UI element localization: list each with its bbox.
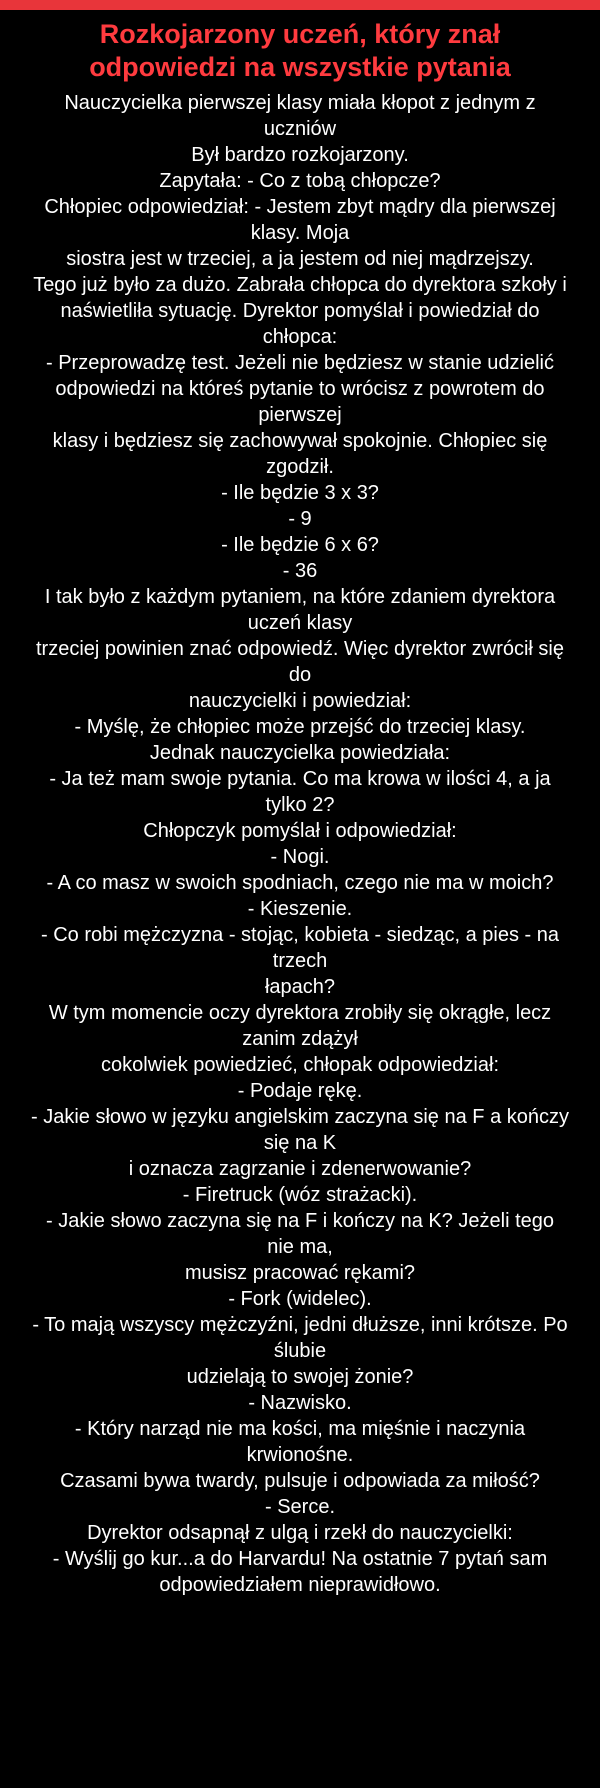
story-line: - 9 xyxy=(288,508,312,530)
story-line: - Podaje rękę. xyxy=(237,1080,363,1102)
story-line: Dyrektor odsapnął z ulgą i rzekł do nauczycielki: xyxy=(87,1522,513,1544)
story-line: - Jakie słowo zaczyna się na F i kończy na K? Jeżeli tego nie ma, xyxy=(45,1210,555,1258)
title-line-2: odpowiedzi na wszystkie pytania xyxy=(89,52,511,82)
top-accent-bar xyxy=(0,0,600,10)
story-line: - A co masz w swoich spodniach, czego nie ma w moich? xyxy=(46,872,554,894)
story-line: łapach? xyxy=(264,976,336,998)
story-line: - Nogi. xyxy=(270,846,330,868)
story-line: - Myślę, że chłopiec może przejść do trzeciej klasy. xyxy=(74,716,526,738)
story-line: - Kieszenie. xyxy=(247,898,353,920)
story-line: I tak było z każdym pytaniem, na które zdaniem dyrektora uczeń klasy xyxy=(44,586,556,634)
story-body xyxy=(30,90,570,1598)
story-line: Był bardzo rozkojarzony. xyxy=(191,144,409,166)
story-line: - Jakie słowo w języku angielskim zaczyna się na F a kończy się na K xyxy=(31,1106,569,1154)
story-line: - Przeprowadzę test. Jeżeli nie będziesz w stanie udzielić xyxy=(45,352,555,374)
story-line: - To mają wszyscy mężczyźni, jedni dłuższe, inni krótsze. Po ślubie xyxy=(32,1314,568,1362)
story-line: Zapytała: - Co z tobą chłopcze? xyxy=(159,170,441,192)
story-line: i oznacza zagrzanie i zdenerwowanie? xyxy=(128,1158,472,1180)
story-line: - Wyślij go kur...a do Harvardu! Na ostatnie 7 pytań sam xyxy=(52,1548,548,1570)
story-line: nauczycielki i powiedział: xyxy=(188,690,412,712)
story-line: udzielają to swojej żonie? xyxy=(186,1366,414,1388)
story-line: Chłopiec odpowiedział: - Jestem zbyt mądry dla pierwszej klasy. Moja xyxy=(44,196,556,244)
story-line: odpowiedziałem nieprawidłowo. xyxy=(159,1574,441,1596)
story-line: - Ile będzie 3 x 3? xyxy=(221,482,379,504)
story-line: W tym momencie oczy dyrektora zrobiły się okrągłe, lecz zanim zdążył xyxy=(48,1002,552,1050)
story-line: - Nazwisko. xyxy=(248,1392,352,1414)
story-line: - Firetruck (wóz strażacki). xyxy=(182,1184,418,1206)
story-line: odpowiedzi na któreś pytanie to wrócisz z powrotem do pierwszej xyxy=(55,378,545,426)
story-line: - Co robi mężczyzna - stojąc, kobieta - siedząc, a pies - na trzech xyxy=(41,924,559,972)
story-line: Jednak nauczycielka powiedziała: xyxy=(149,742,451,764)
story-line: musisz pracować rękami? xyxy=(184,1262,416,1284)
page-title xyxy=(20,18,580,84)
story-line: Nauczycielka pierwszej klasy miała kłopot z jednym z uczniów xyxy=(64,92,536,140)
title-line-1: Rozkojarzony uczeń, który znał xyxy=(99,19,501,49)
story-line: Chłopczyk pomyślał i odpowiedział: xyxy=(143,820,457,842)
story-line: - Fork (widelec). xyxy=(228,1288,372,1310)
story-line: - 36 xyxy=(282,560,318,582)
story-line: trzeciej powinien znać odpowiedź. Więc dyrektor zwrócił się do xyxy=(36,638,564,686)
story-line: Tego już było za dużo. Zabrała chłopca do dyrektora szkoły i xyxy=(33,274,567,296)
story-line: - Serce. xyxy=(264,1496,336,1518)
story-line: Czasami bywa twardy, pulsuje i odpowiada za miłość? xyxy=(60,1470,540,1492)
story-line: - Który narząd nie ma kości, ma mięśnie i naczynia krwionośne. xyxy=(74,1418,526,1466)
story-line: siostra jest w trzeciej, a ja jestem od niej mądrzejszy. xyxy=(66,248,534,270)
story-line: - Ja też mam swoje pytania. Co ma krowa w ilości 4, a ja tylko 2? xyxy=(49,768,551,816)
story-line: cokolwiek powiedzieć, chłopak odpowiedział: xyxy=(101,1054,499,1076)
story-line: - Ile będzie 6 x 6? xyxy=(221,534,379,556)
story-line: naświetliła sytuację. Dyrektor pomyślał i powiedział do chłopca: xyxy=(60,300,540,348)
story-line: klasy i będziesz się zachowywał spokojnie. Chłopiec się zgodził. xyxy=(52,430,548,478)
